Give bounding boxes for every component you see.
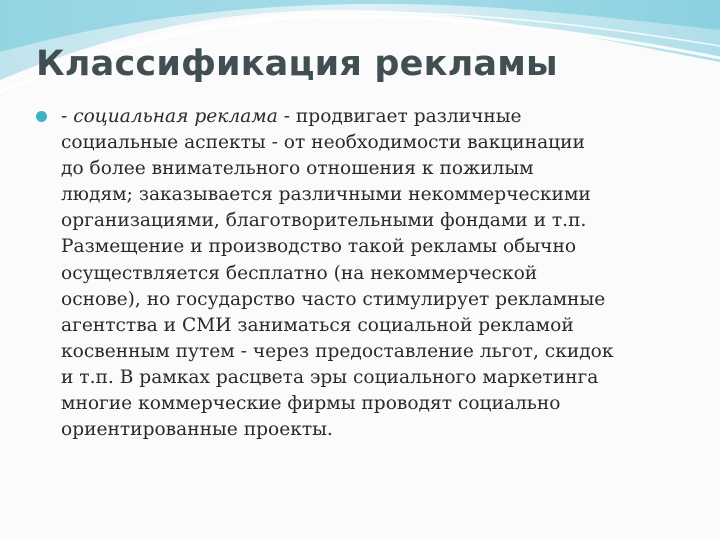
bullet-dot-icon — [36, 111, 47, 122]
text-line: организациями, благотворительными фондами и т.п. — [61, 210, 587, 232]
text-line: косвенным путем - через предоставление льгот, скидок — [61, 340, 614, 362]
text-line: основе), но государство часто стимулирует рекламные — [61, 288, 606, 310]
text-line: людям; заказывается различными некоммерческими — [61, 184, 591, 206]
text-line: ориентированные проекты. — [61, 419, 333, 441]
text-line: до более внимательного отношения к пожилым — [61, 158, 534, 180]
slide-title: Классификация рекламы — [36, 44, 558, 84]
text-line: Размещение и производство такой рекламы обычно — [61, 236, 577, 258]
bullet-item — [36, 104, 696, 443]
text-line: осуществляется бесплатно (на некоммерческой — [61, 262, 538, 284]
term-social-advertising: социальная реклама — [73, 106, 278, 127]
text-line: - социальная реклама - продвигает различные — [61, 106, 522, 127]
text-line: социальные аспекты - от необходимости вакцинации — [61, 132, 585, 154]
text-line: многие коммерческие фирмы проводят социально — [61, 393, 561, 415]
slide-content — [36, 104, 696, 443]
bullet-text — [61, 104, 696, 443]
text-line: и т.п. В рамках расцвета эры социального маркетинга — [61, 366, 599, 388]
text-line: агентства и СМИ заниматься социальной рекламой — [61, 314, 574, 336]
